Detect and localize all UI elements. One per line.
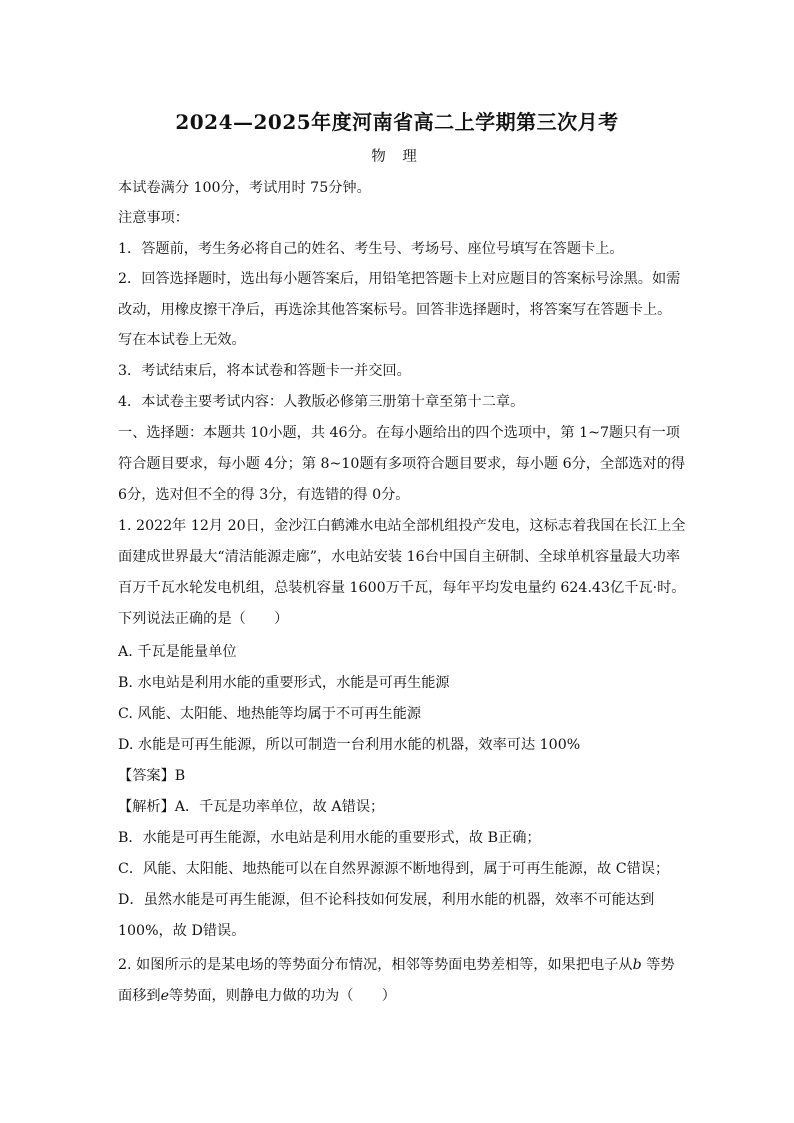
- notice-item-2-line-2: 改动，用橡皮擦干净后，再选涂其他答案标号。回答非选择题时，将答案写在答题卡上。: [118, 302, 672, 318]
- question-2-stem-line-2: [118, 986, 678, 1006]
- question-1-explanation-d-line-1: D．虽然水能是可再生能源，但不论科技如何发展，利用水能的机器，效率不可能达到: [118, 892, 655, 908]
- section-1-line-2: 符合题目要求，每小题 4分；第 8~10题有多项符合题目要求，每小题 6分，全部选对的得: [118, 456, 686, 472]
- intro-text: 本试卷满分 100分，考试用时 75分钟。: [118, 180, 371, 196]
- question-1-option-b: B. 水电站是利用水能的重要形式，水能是可再生能源: [118, 675, 450, 691]
- exam-title: 2024—2025年度河南省高二上学期第三次月考: [175, 110, 619, 134]
- section-1-line-1: 一、选择题：本题共 10小题，共 46分。在每小题给出的四个选项中，第 1~7题只有一项: [118, 425, 680, 441]
- question-2-text-part-2: 等势: [641, 957, 675, 973]
- notice-item-2-line-3: 写在本试卷上无效。: [118, 332, 246, 348]
- notice-item-1: 1．答题前，考生务必将自己的姓名、考生号、考场号、座位号填写在答题卡上。: [118, 241, 624, 257]
- question-2-text-part-1: 2. 如图所示的是某电场的等势面分布情况，相邻等势面电势差相等，如果把电子从: [118, 957, 633, 973]
- question-1-explanation-a: 【解析】A．千瓦是功率单位，故 A错误；: [118, 799, 385, 815]
- notice-heading: 注意事项：: [118, 210, 189, 226]
- question-1-explanation-d-line-2: 100%，故 D错误。: [118, 923, 246, 939]
- question-2-stem-line-1: [118, 955, 678, 975]
- question-1-stem-line-2: 面建成世界最大“清洁能源走廊”，水电站安装 16台中国自主研制、全球单机容量最大功率: [118, 549, 681, 565]
- question-1-option-d: D. 水能是可再生能源，所以可制造一台利用水能的机器，效率可达 100%: [118, 737, 581, 753]
- question-1-answer: 【答案】B: [118, 768, 186, 784]
- question-1-explanation-c: C．风能、太阳能、地热能可以在自然界源源不断地得到，属于可再生能源，故 C错误；: [118, 861, 670, 877]
- subject-heading: 物 理: [371, 149, 423, 165]
- potential-surface-e: e: [160, 988, 169, 1004]
- question-2-text-part-3: 面移到: [118, 988, 161, 1004]
- question-1-stem-line-4: 下列说法正确的是（ ）: [118, 611, 289, 627]
- potential-surface-b: b: [632, 957, 642, 973]
- question-1-explanation-b: B．水能是可再生能源，水电站是利用水能的重要形式，故 B正确；: [118, 830, 541, 846]
- section-1-line-3: 6分，选对但不全的得 3分，有选错的得 0分。: [118, 487, 410, 503]
- question-1-stem-line-1: 1. 2022年 12月 20日，金沙江白鹤滩水电站全部机组投产发电，这标志着我国在长江上全: [118, 518, 686, 534]
- question-1-option-a: A. 千瓦是能量单位: [118, 644, 237, 660]
- question-1-option-c: C. 风能、太阳能、地热能等均属于不可再生能源: [118, 706, 422, 722]
- question-2-text-part-4: 等势面，则静电力做的功为（ ）: [168, 988, 396, 1004]
- notice-item-2-line-1: 2．回答选择题时，选出每小题答案后，用铅笔把答题卡上对应题目的答案标号涂黑。如需: [118, 271, 681, 287]
- notice-item-4: 4．本试卷主要考试内容：人教版必修第三册第十章至第十二章。: [118, 394, 525, 410]
- question-1-stem-line-3: 百万千瓦水轮发电机组，总装机容量 1600万千瓦，每年平均发电量约 624.43亿千瓦·时。: [118, 580, 686, 596]
- notice-item-3: 3．考试结束后，将本试卷和答题卡一并交回。: [118, 363, 411, 379]
